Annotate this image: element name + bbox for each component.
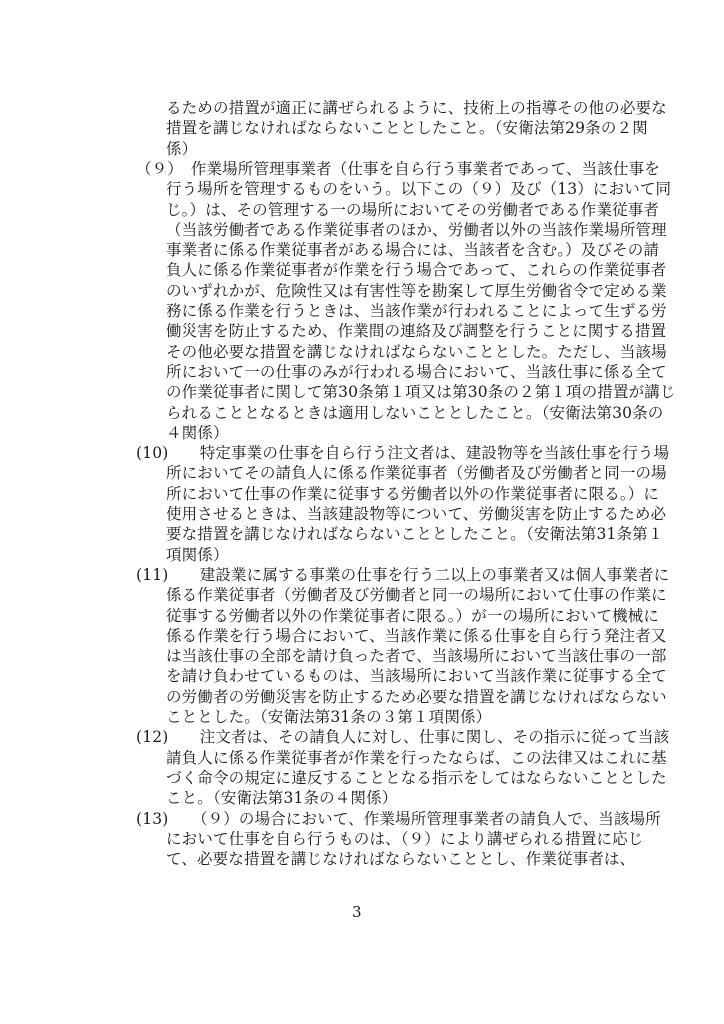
text-line: じ。）は、その管理する一の場所においてその労働者である作業従事者 (166, 200, 660, 219)
text-line: 所においてその請負人に係る作業従事者（労働者及び労働者と同一の場 (166, 464, 667, 483)
text-line: 使用させるときは、当該建設物等について、労働災害を防止するため必 (166, 505, 667, 523)
text-line: 項関係） (166, 545, 229, 564)
text-line: のいずれかが、危険性又は有害性等を勘案して厚生労働省令で定める業 (166, 281, 667, 300)
text-line: 要な措置を講じなければならないこととしたこと。（安衛法第31条第１ (166, 525, 664, 544)
text-line: の作業従事者に関して第30条第１項又は第30条の２第１項の措置が講じ (166, 383, 676, 402)
text-line: 働災害を防止するため、作業間の連絡及び調整を行うことに関する措置 (166, 322, 667, 341)
list-item-first-line: (13) （９）の場合において、作業場所管理事業者の請負人で、当該場所 (136, 809, 661, 828)
text-line: その他必要な措置を講じなければならないこととした。ただし、当該場 (166, 342, 667, 361)
list-item-first-line: (10) 特定事業の仕事を自ら行う注文者は、建設物等を当該仕事を行う場 (136, 444, 670, 463)
text-line: づく命令の規定に違反することとなる指示をしてはならないこととした (166, 768, 667, 787)
text-line: 負人に係る作業従事者が作業を行う場合であって、これらの作業従事者 (166, 261, 667, 280)
text-line: るための措置が適正に講ぜられるように、技術上の指導その他の必要な (166, 99, 667, 117)
text-line: 請負人に係る作業従事者が作業を行ったならば、この法律又はこれに基 (166, 748, 667, 767)
text-line: こと。（安衛法第31条の４関係） (166, 789, 398, 808)
text-line: て、必要な措置を講じなければならないこととし、作業従事者は、 (166, 850, 636, 869)
text-line: 係る作業を行う場合において、当該作業に係る仕事を自ら行う発注者又 (166, 626, 667, 645)
text-line: 務に係る作業を行うときは、当該作業が行われることによって生ずる労 (166, 302, 667, 320)
text-line: の労働者の労働災害を防止するため必要な措置を講じなければならない (166, 687, 667, 706)
list-item-first-line: (11) 建設業に属する事業の仕事を行う二以上の事業者又は個人事業者に (136, 565, 670, 584)
text-line: 措置を講じなければならないこととしたこと。（安衛法第29条の２関 (166, 119, 648, 138)
text-line: 所において仕事の作業に従事する労働者以外の作業従事者に限る。）に (166, 484, 660, 503)
text-line: 従事する労働者以外の作業従事者に限る。）が一の場所において機械に (166, 606, 660, 625)
text-line: （当該労働者である作業従事者のほか、労働者以外の当該作業場所管理 (166, 220, 667, 239)
text-line: を請け負わせているものは、当該場所において当該作業に従事する全て (166, 667, 667, 686)
text-line: 係る作業従事者（労働者及び労働者と同一の場所において仕事の作業に (166, 586, 667, 605)
list-item-first-line: （９） 作業場所管理事業者（仕事を自ら行う事業者であって、当該仕事を (136, 159, 660, 178)
text-line: ４関係） (166, 423, 229, 442)
text-line: 所において一の仕事のみが行われる場合において、当該仕事に係る全て (166, 362, 667, 381)
text-line: は当該仕事の全部を請け負った者で、当該場所において当該仕事の一部 (166, 647, 667, 666)
text-line: において仕事を自ら行うものは、（９）により講ぜられる措置に応じ (166, 829, 644, 848)
text-line: 行う場所を管理するものをいう。以下この（９）及び（13）において同 (166, 180, 672, 199)
text-line: こととした。（安衛法第31条の３第１項関係） (166, 708, 492, 726)
text-line: 係） (166, 139, 198, 158)
page-number: 3 (352, 903, 362, 921)
text-line: られることとなるときは適用しないこととしたこと。（安衛法第30条の (166, 403, 664, 422)
list-item-first-line: (12) 注文者は、その請負人に対し、仕事に関し、その指示に従って当該 (136, 728, 670, 747)
text-line: 事業者に係る作業従事者がある場合には、当該者を含む。）及びその請 (166, 241, 660, 260)
